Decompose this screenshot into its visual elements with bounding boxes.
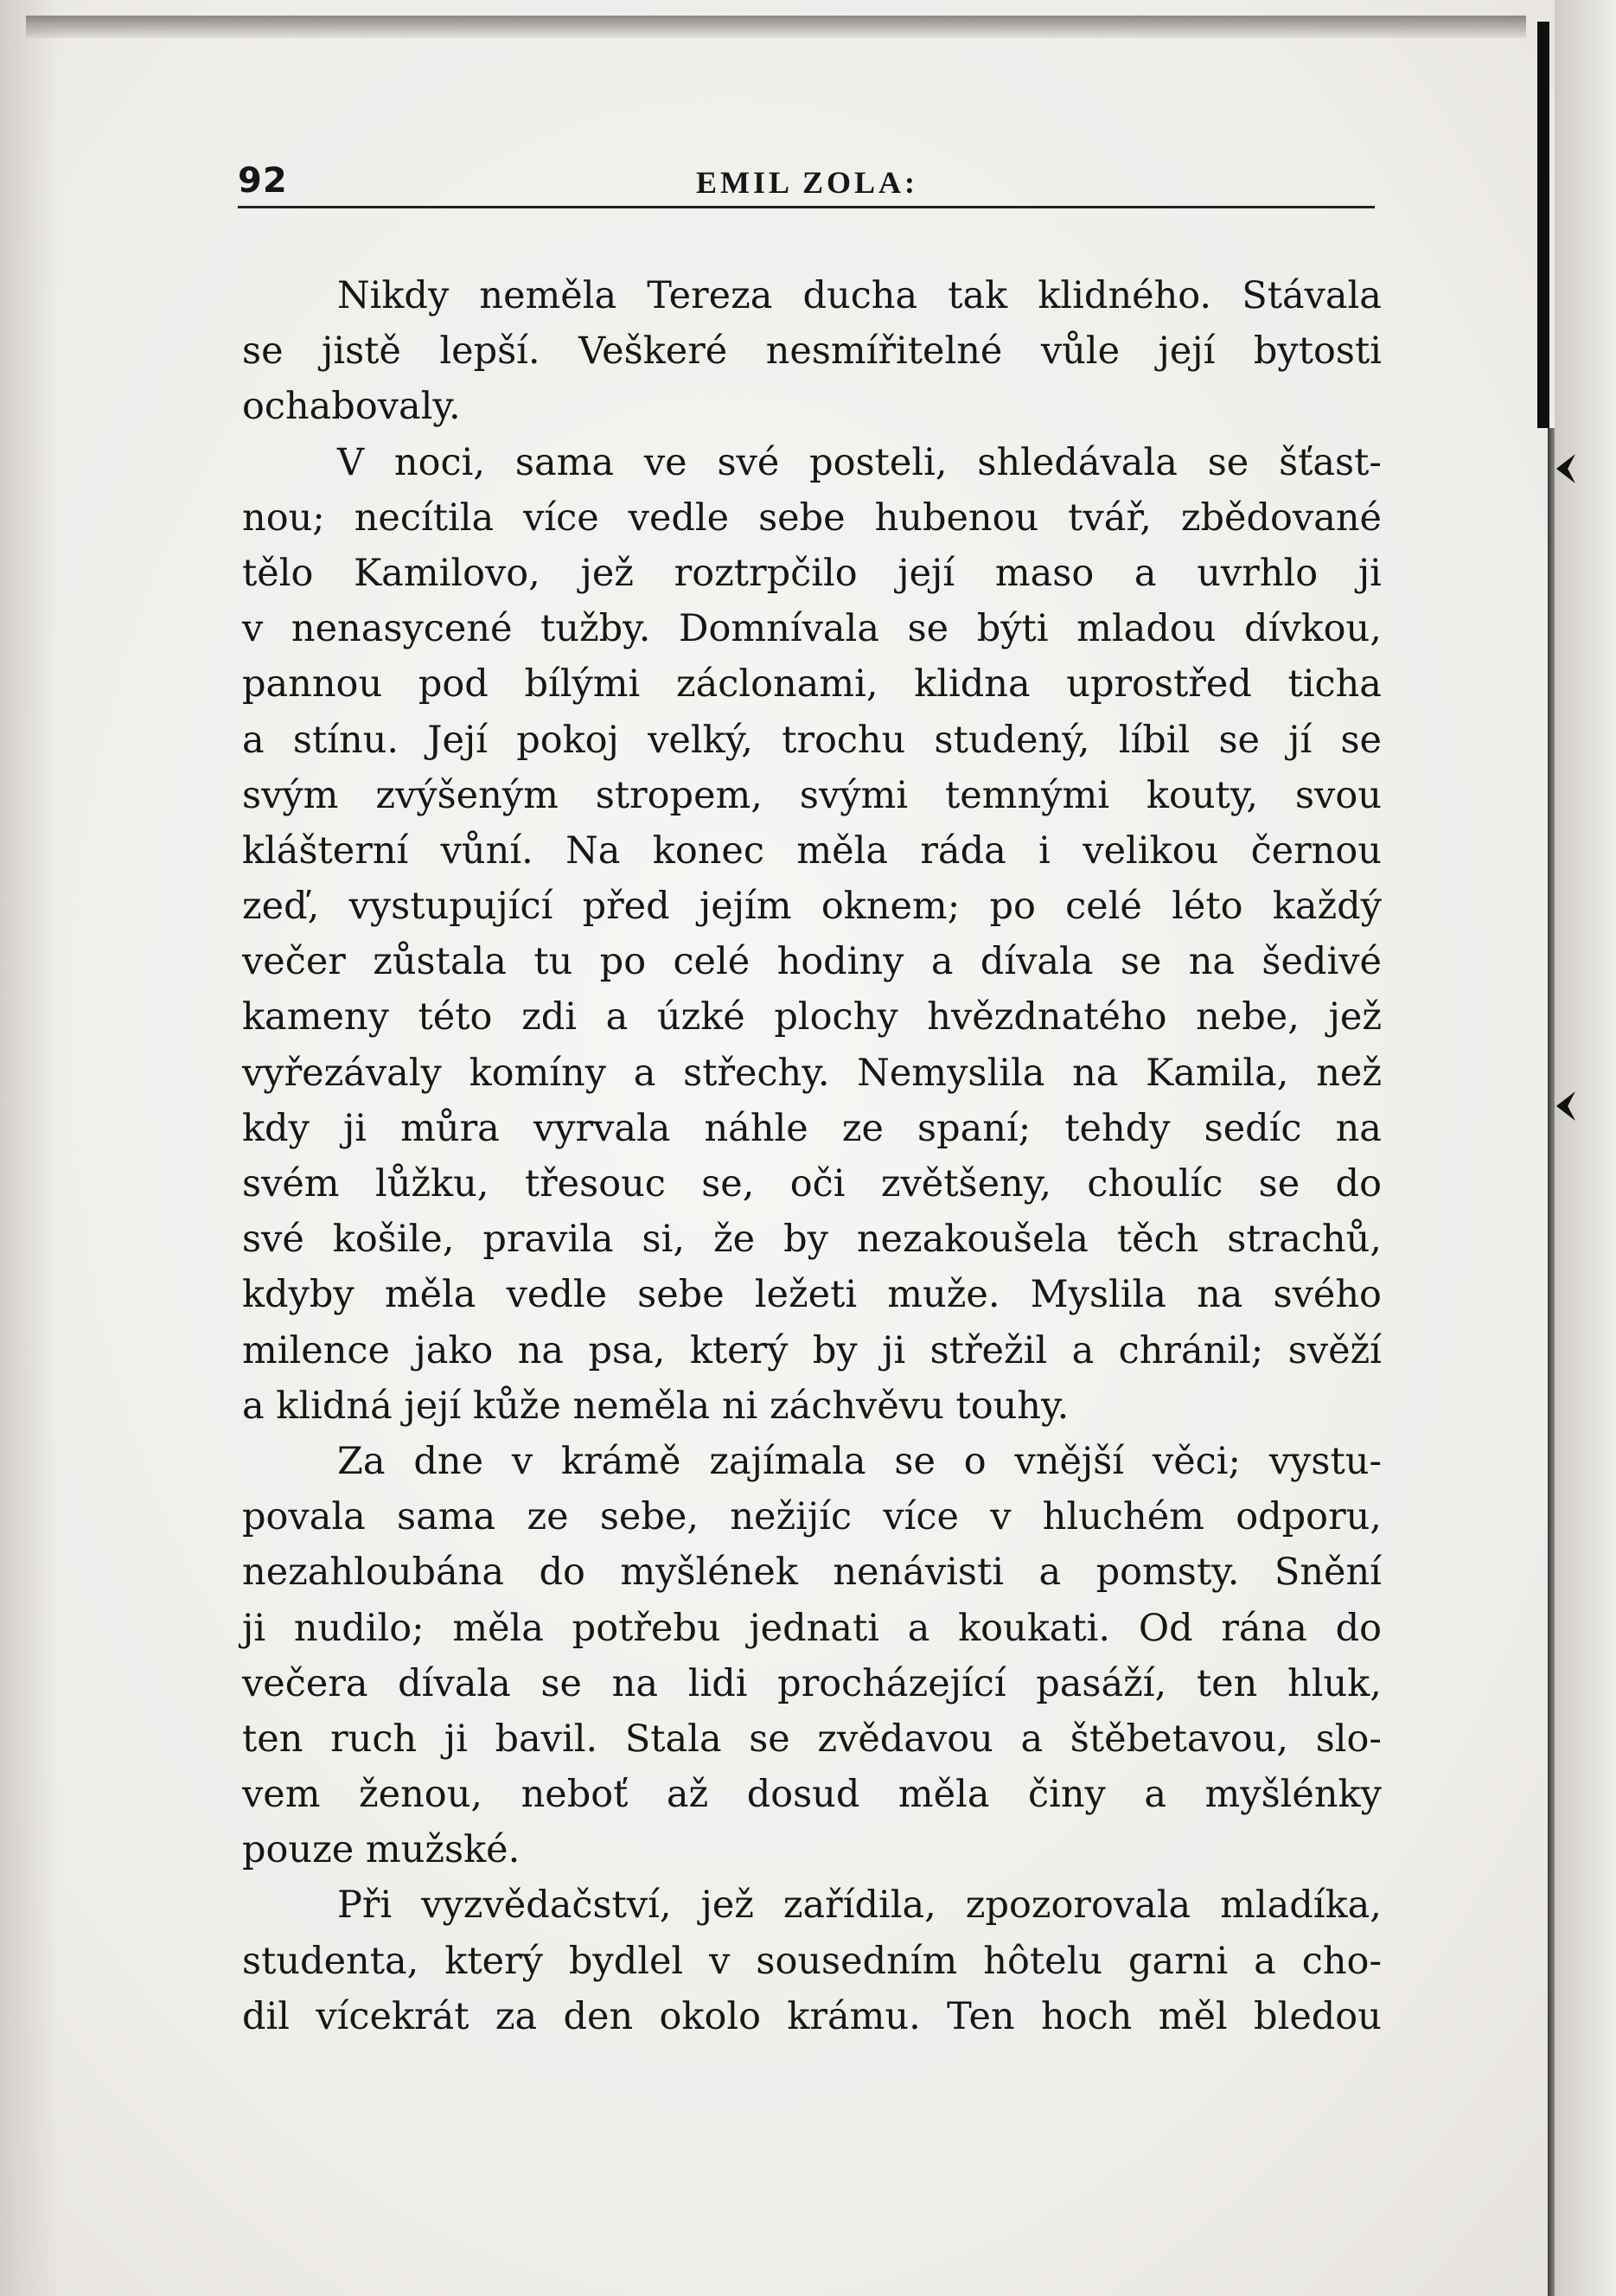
page-number: 92 <box>238 161 288 201</box>
body-text <box>242 268 1382 2044</box>
text-line: Při vyzvědačství, jež zařídila, zpozorovala mladíka, <box>337 1883 1382 1928</box>
text-line: tělo Kamilovo, jež roztrpčilo její maso a uvrhlo ji <box>242 551 1382 595</box>
text-line: a stínu. Její pokoj velký, trochu studený, líbil se jí se <box>242 718 1382 762</box>
text-line: a klidná její kůže neměla ni záchvěvu touhy. <box>242 1384 1070 1428</box>
text-line: dil vícekrát za den okolo krámu. Ten hoch měl bledou <box>242 1994 1382 2038</box>
scan-top-edge <box>26 16 1526 38</box>
text-line: Nikdy neměla Tereza ducha tak klidného. Stávala <box>337 274 1382 317</box>
text-line: pannou pod bílými záclonami, klidna uprostřed ticha <box>242 662 1382 707</box>
text-line: kameny této zdi a úzké plochy hvězdnatého nebe, jež <box>242 995 1382 1039</box>
scan-right-margin <box>1555 0 1616 2296</box>
text-line: studenta, který bydlel v sousedním hôtelu garni a cho- <box>242 1939 1382 1983</box>
text-line: v nenasycené tužby. Domnívala se býti mladou dívkou, <box>242 607 1382 651</box>
text-line: vem ženou, neboť až dosud měla činy a myšlénky <box>242 1773 1382 1817</box>
text-line: pouze mužské. <box>242 1828 521 1872</box>
text-line: večera dívala se na lidi procházející pasáží, ten hluk, <box>242 1661 1382 1705</box>
scan-left-shadow <box>0 0 61 2296</box>
text-line: klášterní vůní. Na konec měla ráda i velikou černou <box>242 828 1382 873</box>
text-line: nezahloubána do myšlének nenávisti a pomsty. Snění <box>242 1551 1382 1595</box>
text-line: ochabovaly. <box>242 385 461 429</box>
text-line: nou; necítila více vedle sebe hubenou tvář, zbědované <box>242 496 1382 540</box>
text-line: V noci, sama ve své posteli, shledávala se šťast- <box>337 440 1382 484</box>
text-line: povala sama ze sebe, nežijíc více v hluchém odporu, <box>242 1495 1382 1539</box>
text-line: milence jako na psa, který by ji střežil a chránil; svěží <box>242 1328 1382 1372</box>
text-line: kdyby měla vedle sebe ležeti muže. Myslila na svého <box>242 1273 1382 1317</box>
text-line: zeď, vystupující před jejím oknem; po celé léto každý <box>242 885 1382 929</box>
binding-edge-lower <box>1548 428 1555 2296</box>
text-line: ji nudilo; měla potřebu jednati a koukati. Od rána do <box>242 1606 1382 1650</box>
binding-edge <box>1537 22 1549 428</box>
text-line: vyřezávaly komíny a střechy. Nemyslila na Kamila, než <box>242 1051 1382 1095</box>
text-line: se jistě lepší. Veškeré nesmířitelné vůle její bytosti <box>242 329 1382 374</box>
text-line: večer zůstala tu po celé hodiny a dívala se na šedivé <box>242 940 1382 984</box>
page-header <box>238 154 1375 208</box>
text-line: svém lůžku, třesouc se, oči zvětšeny, choulíc se do <box>242 1162 1382 1206</box>
text-line: ten ruch ji bavil. Stala se zvědavou a štěbetavou, slo- <box>242 1717 1382 1761</box>
text-line: kdy ji můra vyrvala náhle ze spaní; tehdy sedíc na <box>242 1106 1382 1150</box>
text-line: své košile, pravila si, že by nezakoušela těch strachů, <box>242 1218 1382 1262</box>
text-line: svým zvýšeným stropem, svými temnými kouty, svou <box>242 773 1382 817</box>
text-line: Za dne v krámě zajímala se o vnější věci; vystu- <box>337 1439 1382 1483</box>
running-head: EMIL ZOLA: <box>696 165 919 200</box>
